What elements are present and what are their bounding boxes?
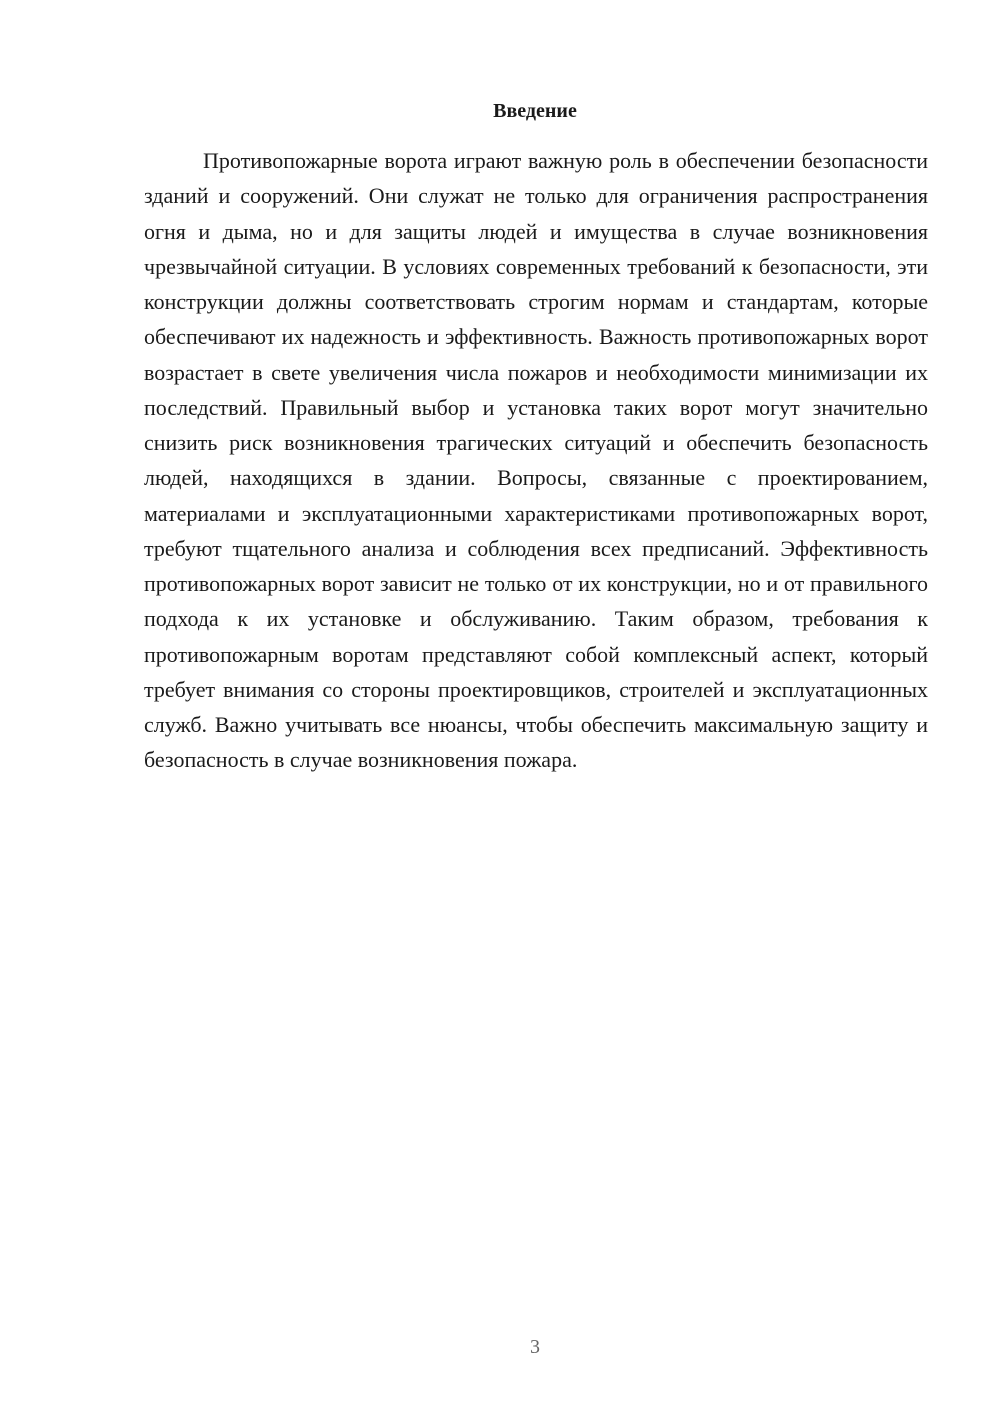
section-heading: Введение [493,100,577,122]
body-paragraph: Противопожарные ворота играют важную роль в обеспечении безопасности зданий и сооружений. Они служат не только для ограничения распространения огня и дыма, но и для защиты людей и имущества в случае возникновения чрезвычайной ситуации. В условиях современных требований к безопасности, эти конструкции должны соответствовать строгим нормам и стандартам, которые обеспечивают их надежность и эффективность. Важность противопожарных ворот возрастает в свете увеличения числа пожаров и необходимости минимизации их последствий. Правильный выбор и установка таких ворот могут значительно снизить риск возникновения трагических ситуаций и обеспечить безопасность людей, находящихся в здании. Вопросы, связанные с проектированием, материалами и эксплуатационными характеристиками противопожарных ворот, требуют тщательного анализа и соблюдения всех предписаний. Эффективность противопожарных ворот зависит не только от их конструкции, но и от правильного подхода к их установке и обслуживанию. Таким образом, требования к противопожарным воротам представляют собой комплексный аспект, который требует внимания со стороны проектировщиков, строителей и эксплуатационных служб. Важно учитывать все нюансы, чтобы обеспечить максимальную защиту и безопасность в случае возникновения пожара. [144,148,928,773]
page-number: 3 [530,1336,540,1358]
